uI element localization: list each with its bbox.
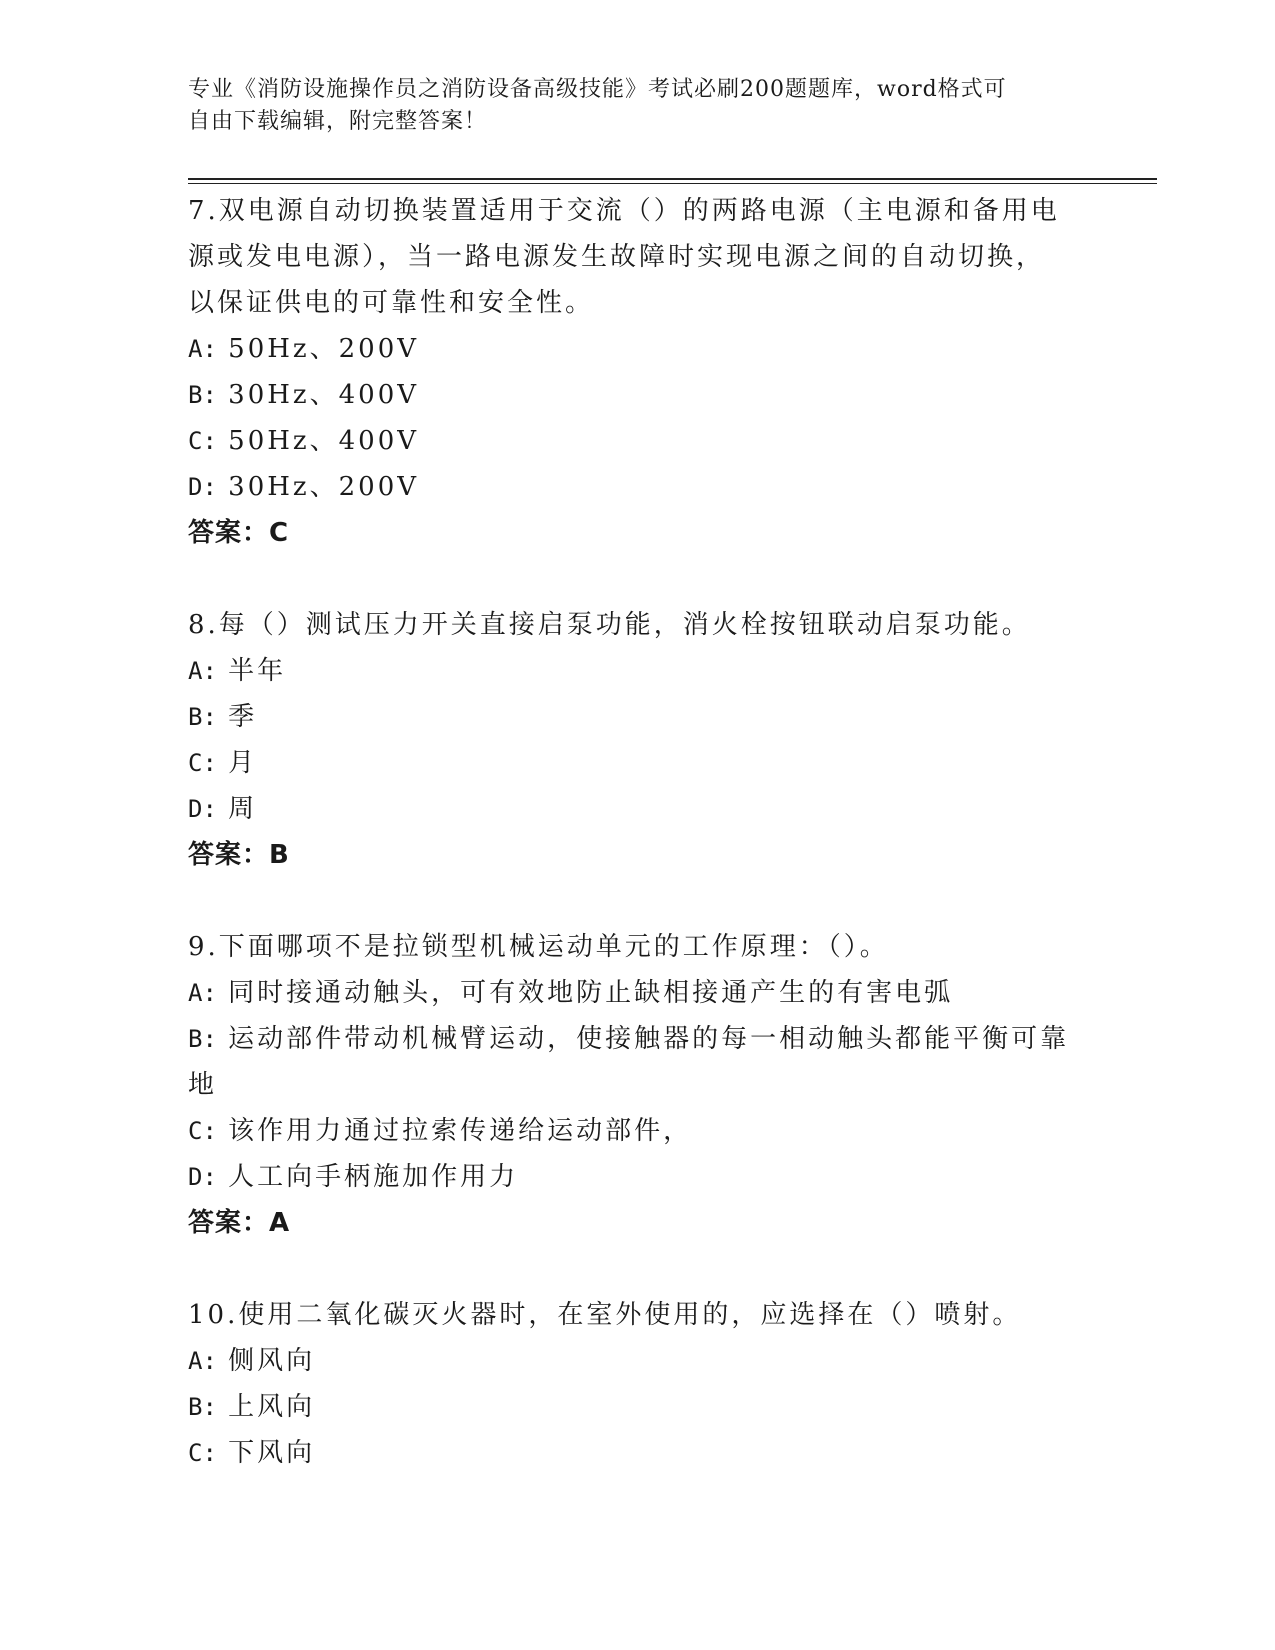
option-b [188, 1384, 1088, 1430]
option-letter: D: [188, 473, 217, 501]
option-letter: C: [188, 749, 217, 777]
option-b [188, 694, 1088, 740]
option-text: 该作用力通过拉索传递给运动部件， [228, 1116, 693, 1146]
option-a [188, 326, 1088, 372]
option-text: 季 [228, 702, 258, 732]
document-header [188, 74, 1088, 138]
option-d [188, 464, 1088, 510]
question-7 [188, 188, 1088, 556]
option-c [188, 740, 1088, 786]
question-10 [188, 1292, 1088, 1476]
option-letter: C: [188, 1439, 217, 1467]
question-list [188, 188, 1088, 1476]
option-text: 50Hz、400V [228, 426, 420, 456]
header-rule-thin [188, 183, 1157, 184]
question-text: 7.双电源自动切换装置适用于交流（）的两路电源（主电源和备用电 [188, 196, 1060, 226]
option-text: 30Hz、200V [228, 472, 420, 502]
option-d [188, 786, 1088, 832]
question-9 [188, 924, 1088, 1246]
option-letter: B: [188, 381, 217, 409]
answer-label: 答案：C [188, 518, 290, 548]
option-d [188, 1154, 1088, 1200]
option-text: 人工向手柄施加作用力 [228, 1162, 519, 1192]
question-text: 9.下面哪项不是拉锁型机械运动单元的工作原理：（）。 [188, 932, 889, 962]
option-c [188, 1108, 1088, 1154]
option-letter: B: [188, 1393, 217, 1421]
option-c [188, 418, 1088, 464]
option-letter: A: [188, 979, 217, 1007]
option-letter: C: [188, 427, 217, 455]
option-letter: B: [188, 1025, 217, 1053]
question-spacer [188, 1246, 1088, 1292]
option-letter: D: [188, 1163, 217, 1191]
option-text: 50Hz、200V [228, 334, 420, 364]
option-text: 运动部件带动机械臂运动，使接触器的每一相动触头都能平衡可靠 [228, 1024, 1070, 1054]
option-text: 半年 [228, 656, 287, 686]
option-letter: A: [188, 657, 217, 685]
header-rule-thick [188, 178, 1157, 180]
option-letter: B: [188, 703, 217, 731]
option-letter: A: [188, 1347, 217, 1375]
question-text: 10.使用二氧化碳灭火器时，在室外使用的，应选择在（）喷射。 [188, 1300, 1022, 1330]
question-text: 源或发电电源），当一路电源发生故障时实现电源之间的自动切换， [188, 242, 1046, 272]
question-spacer [188, 878, 1088, 924]
option-letter: C: [188, 1117, 217, 1145]
option-letter: D: [188, 795, 217, 823]
option-text: 上风向 [228, 1392, 316, 1422]
question-text: 8.每（）测试压力开关直接启泵功能，消火栓按钮联动启泵功能。 [188, 610, 1031, 640]
option-text: 周 [228, 794, 258, 824]
answer-label: 答案：A [188, 1208, 291, 1238]
option-b-continuation: 地 [188, 1070, 218, 1100]
header-line-1: 专业《消防设施操作员之消防设备高级技能》考试必刷200题题库，word格式可 [188, 77, 1007, 102]
answer-label: 答案：B [188, 840, 290, 870]
header-line-2: 自由下载编辑，附完整答案！ [188, 109, 488, 134]
question-spacer [188, 556, 1088, 602]
option-text: 下风向 [228, 1438, 316, 1468]
option-b [188, 1016, 1088, 1062]
option-text: 侧风向 [228, 1346, 316, 1376]
option-text: 月 [228, 748, 258, 778]
option-text: 同时接通动触头，可有效地防止缺相接通产生的有害电弧 [228, 978, 954, 1008]
option-a [188, 648, 1088, 694]
option-a [188, 970, 1088, 1016]
option-letter: A: [188, 335, 217, 363]
question-8 [188, 602, 1088, 878]
option-a [188, 1338, 1088, 1384]
question-text: 以保证供电的可靠性和安全性。 [188, 288, 595, 318]
option-c [188, 1430, 1088, 1476]
option-text: 30Hz、400V [228, 380, 420, 410]
option-b [188, 372, 1088, 418]
